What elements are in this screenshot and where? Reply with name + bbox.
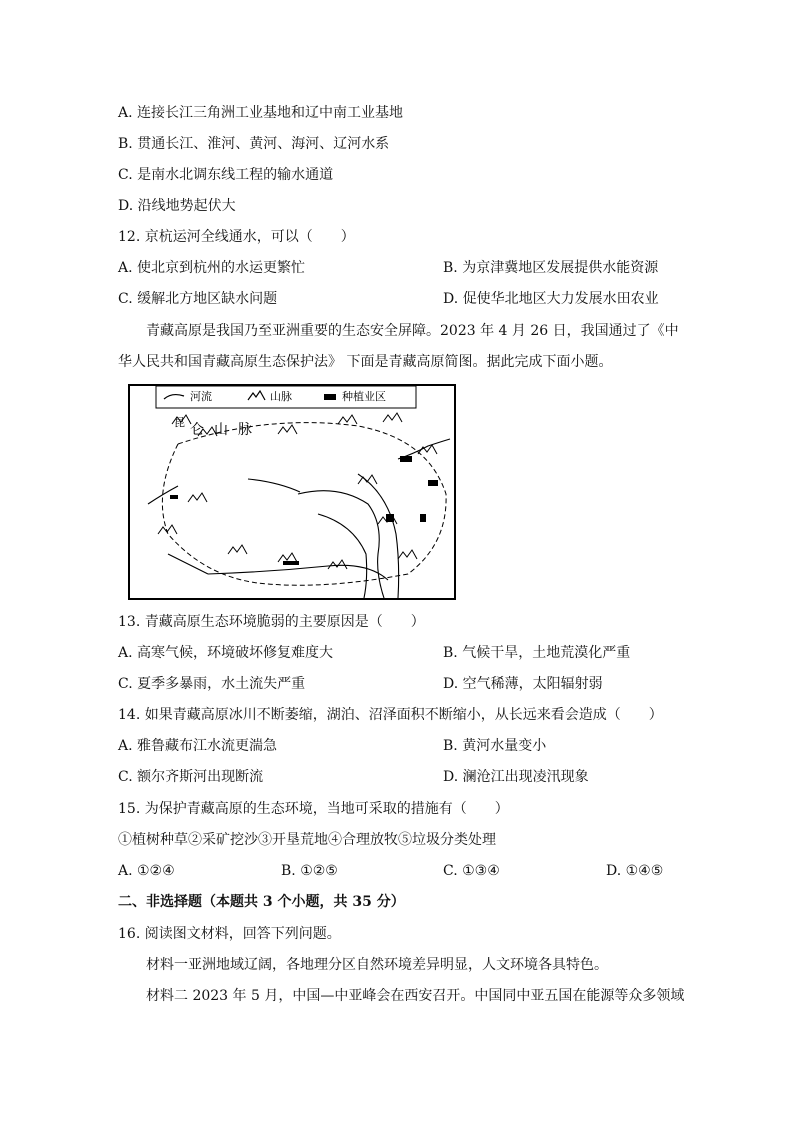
q13-option-c: C. 夏季多暴雨，水土流失严重 — [118, 676, 306, 692]
q14-stem: 14. 如果青藏高原冰川不断萎缩，湖泊、沼泽面积不断缩小，从长远来看会造成（ ） — [118, 707, 663, 723]
q11-option-c: C. 是南水北调东线工程的输水通道 — [118, 167, 334, 183]
passage-line-1: 青藏高原是我国乃至亚洲重要的生态安全屏障。2023 年 4 月 26 日，我国通过了《中 — [146, 323, 679, 339]
q12-option-d: D. 促使华北地区大力发展水田农业 — [443, 291, 659, 307]
legend-farm-label: 种植业区 — [342, 390, 386, 403]
q12-option-c: C. 缓解北方地区缺水问题 — [118, 291, 278, 307]
q13-option-d: D. 空气稀薄，太阳辐射弱 — [443, 676, 603, 692]
q13-option-a: A. 高寒气候，环境破坏修复难度大 — [118, 645, 334, 661]
q16-material-1: 材料一亚洲地域辽阔，各地理分区自然环境差异明显，人文环境各具特色。 — [146, 957, 608, 973]
q15-option-d: D. ①④⑤ — [606, 863, 664, 879]
q15-option-b: B. ①②⑤ — [281, 863, 338, 879]
q14-option-a: A. 雅鲁藏布江水流更湍急 — [118, 738, 278, 754]
map-label-kunlun-mountains: 仑山脉 — [190, 422, 262, 438]
passage-line-2: 华人民共和国青藏高原生态保护法》 下面是青藏高原简图。据此完成下面小题。 — [118, 354, 613, 370]
q12-option-a: A. 使北京到杭州的水运更繁忙 — [118, 260, 306, 276]
q14-option-c: C. 额尔齐斯河出现断流 — [118, 769, 264, 785]
legend-river-label: 河流 — [190, 390, 212, 403]
q15-measures: ①植树种草②采矿挖沙③开垦荒地④合理放牧⑤垃圾分类处理 — [118, 832, 496, 848]
q11-option-a: A. 连接长江三角洲工业基地和辽中南工业基地 — [118, 105, 404, 121]
q15-option-c: C. ①③④ — [443, 863, 500, 879]
q15-option-a: A. ①②④ — [118, 863, 175, 879]
map-label-kun: 昆 — [174, 416, 185, 429]
q14-option-d: D. 澜沧江出现凌汛现象 — [443, 769, 589, 785]
q12-stem: 12. 京杭运河全线通水，可以（ ） — [118, 229, 355, 245]
tibet-plateau-map — [128, 384, 456, 600]
section-2-heading: 二、非选择题（本题共 3 个小题，共 35 分） — [118, 894, 405, 910]
legend-mountain-label: 山脉 — [270, 390, 292, 403]
q16-material-2: 材料二 2023 年 5 月，中国—中亚峰会在西安召开。中国同中亚五国在能源等众多领域 — [146, 988, 685, 1004]
q15-stem: 15. 为保护青藏高原的生态环境，当地可采取的措施有（ ） — [118, 801, 509, 817]
q11-option-d: D. 沿线地势起伏大 — [118, 198, 236, 214]
q12-option-b: B. 为京津冀地区发展提供水能资源 — [443, 260, 659, 276]
q14-option-b: B. 黄河水量变小 — [443, 738, 547, 754]
q13-stem: 13. 青藏高原生态环境脆弱的主要原因是（ ） — [118, 614, 425, 630]
legend-farm-icon — [324, 394, 336, 400]
q16-stem: 16. 阅读图文材料，回答下列问题。 — [118, 926, 341, 942]
q13-option-b: B. 气候干旱，土地荒漠化严重 — [443, 645, 631, 661]
q11-option-b: B. 贯通长江、淮河、黄河、海河、辽河水系 — [118, 136, 390, 152]
